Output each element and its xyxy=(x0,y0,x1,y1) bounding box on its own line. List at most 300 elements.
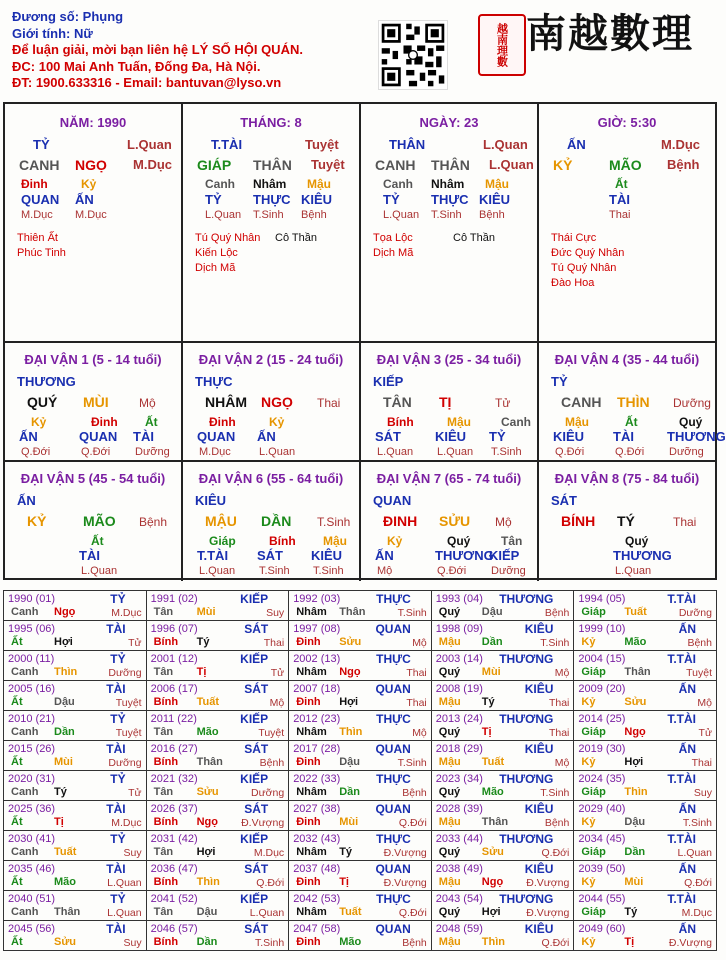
dai-van-star: SÁT xyxy=(551,493,577,508)
year-cell[interactable] xyxy=(289,771,432,801)
year-stem: Nhâm xyxy=(296,906,327,918)
year-life-stage: L.Quan xyxy=(249,907,285,919)
dai-van-star: KIẾP xyxy=(373,374,404,389)
year-label: 2033 (44) xyxy=(435,833,483,845)
dai-van-branch: TÝ xyxy=(617,513,635,529)
dai-van-life-stage: T.Sinh xyxy=(317,515,351,529)
dai-van-star: QUAN xyxy=(373,493,412,508)
year-cell[interactable] xyxy=(289,621,432,651)
hidden-life-stage: Dưỡng xyxy=(491,565,526,577)
year-branch: Dần xyxy=(196,936,218,948)
dai-van-branch: MÙI xyxy=(83,394,109,410)
year-branch: Tý xyxy=(196,636,210,648)
year-stem: Mậu xyxy=(438,876,461,888)
hidden-star: QUAN xyxy=(197,429,236,444)
year-stem: Kỷ xyxy=(581,756,596,768)
year-star: QUAN xyxy=(375,742,411,756)
year-cell[interactable] xyxy=(4,651,147,681)
year-life-stage: Thai xyxy=(548,727,570,739)
year-stem: Mậu xyxy=(438,816,461,828)
year-cell[interactable] xyxy=(431,651,574,681)
hidden-star: ẤN xyxy=(19,429,38,444)
year-stem: Bính xyxy=(153,696,179,708)
earthly-branch: THÂN xyxy=(253,157,292,173)
hidden-life-stage: Thai xyxy=(609,209,631,221)
year-cell[interactable] xyxy=(574,921,717,951)
year-cell[interactable] xyxy=(146,651,289,681)
dai-van-branch: MÃO xyxy=(83,513,116,529)
year-life-stage: M.Dục xyxy=(111,817,142,829)
year-cell[interactable] xyxy=(4,621,147,651)
year-label: 2022 (33) xyxy=(293,773,341,785)
year-cell[interactable] xyxy=(146,771,289,801)
year-branch: Mão xyxy=(624,636,647,648)
year-stem: Mậu xyxy=(438,936,461,948)
year-stem: Kỷ xyxy=(581,816,596,828)
year-stem: Nhâm xyxy=(296,606,327,618)
heavenly-stem: KỶ xyxy=(553,157,573,173)
hidden-stem: Bính xyxy=(387,415,414,429)
year-label: 2008 (19) xyxy=(435,683,483,695)
year-life-stage: Dưỡng xyxy=(108,757,142,769)
year-branch: Thìn xyxy=(54,666,78,678)
year-stem: Giáp xyxy=(581,726,606,738)
table-row xyxy=(4,801,717,831)
year-star: THỰC xyxy=(376,712,411,726)
year-branch: Mão xyxy=(339,936,362,948)
year-cell[interactable] xyxy=(431,771,574,801)
hidden-stem: Ất xyxy=(615,177,628,191)
year-cell[interactable] xyxy=(146,801,289,831)
year-label: 2041 (52) xyxy=(150,893,198,905)
hidden-life-stage: T.Sinh xyxy=(259,565,290,577)
year-life-stage: Tử xyxy=(698,727,712,739)
year-cell[interactable] xyxy=(146,621,289,651)
year-life-stage: M.Dục xyxy=(111,607,142,619)
year-star: QUAN xyxy=(375,682,411,696)
year-star: T.TÀI xyxy=(667,832,696,846)
year-stem: Giáp xyxy=(581,666,606,678)
hidden-stem: Mậu xyxy=(307,177,331,191)
year-life-stage: Suy xyxy=(693,787,712,799)
year-stem: Ất xyxy=(11,636,23,648)
year-branch: Mùi xyxy=(196,606,216,618)
year-cell[interactable] xyxy=(574,591,717,621)
year-star: QUAN xyxy=(375,922,411,936)
year-life-stage: Đ.Vượng xyxy=(526,907,570,919)
pillars-panel xyxy=(3,102,726,580)
year-branch: Thìn xyxy=(196,876,220,888)
year-stem: Quý xyxy=(438,846,461,858)
hidden-star: TỶ xyxy=(383,192,400,207)
year-life-stage: Mộ xyxy=(554,667,570,679)
year-stem: Canh xyxy=(11,906,39,918)
table-row xyxy=(4,681,717,711)
year-cell[interactable] xyxy=(431,591,574,621)
year-life-stage: Mộ xyxy=(697,697,712,709)
hidden-life-stage: M.Dục xyxy=(21,209,53,221)
year-life-stage: Mộ xyxy=(412,727,427,739)
hidden-life-stage: Q.Đới xyxy=(555,446,585,458)
hidden-stem: Kỷ xyxy=(81,177,97,191)
dai-van-branch: NGỌ xyxy=(261,394,293,410)
table-row xyxy=(4,711,717,741)
year-life-stage: Dưỡng xyxy=(251,787,285,799)
year-label: 1993 (04) xyxy=(435,593,483,605)
hidden-star: TÀI xyxy=(79,548,100,563)
year-branch: Hợi xyxy=(196,846,216,858)
year-star: THỰC xyxy=(376,892,411,906)
year-cell[interactable] xyxy=(146,921,289,951)
hidden-life-stage: T.Sinh xyxy=(313,565,344,577)
main-star: TỶ xyxy=(33,137,50,152)
earthly-branch: THÂN xyxy=(431,157,470,173)
year-cell[interactable] xyxy=(431,741,574,771)
hidden-star: QUAN xyxy=(21,192,60,207)
year-cell[interactable] xyxy=(146,681,289,711)
year-label: 2010 (21) xyxy=(8,713,56,725)
year-life-stage: Đ.Vượng xyxy=(526,877,570,889)
hidden-life-stage: Q.Đới xyxy=(615,446,645,458)
year-stem: Canh xyxy=(11,846,39,858)
year-cell[interactable] xyxy=(574,801,717,831)
hidden-star: KIÊU xyxy=(311,548,343,563)
hidden-stem: Kỷ xyxy=(269,415,285,429)
hidden-star: TỶ xyxy=(489,429,506,444)
year-cell[interactable] xyxy=(431,831,574,861)
year-stem: Ất xyxy=(11,876,23,888)
year-life-stage: Tuyệt xyxy=(115,727,142,739)
year-cell[interactable] xyxy=(146,831,289,861)
year-cell[interactable] xyxy=(289,801,432,831)
hidden-stem: Đinh xyxy=(21,177,48,191)
year-branch: Dậu xyxy=(196,906,218,918)
year-branch: Tý xyxy=(481,696,495,708)
year-label: 2048 (59) xyxy=(435,923,483,935)
dai-van-title: ĐẠI VẬN 4 (35 - 44 tuổi) xyxy=(554,352,700,367)
year-stem: Quý xyxy=(438,726,461,738)
year-branch: Tuất xyxy=(196,696,219,708)
year-life-stage: Mộ xyxy=(412,637,427,649)
dai-van-star: KIÊU xyxy=(195,493,227,508)
hidden-stem: Ất xyxy=(625,415,638,429)
table-row xyxy=(4,591,717,621)
year-cell[interactable] xyxy=(574,651,717,681)
dai-van-branch: DẦN xyxy=(261,513,292,529)
year-cell[interactable] xyxy=(146,741,289,771)
year-cell[interactable] xyxy=(4,921,147,951)
year-label: 2004 (15) xyxy=(578,653,626,665)
year-label: 2006 (17) xyxy=(150,683,198,695)
year-branch: Ngọ xyxy=(196,816,218,828)
year-life-stage: Thai xyxy=(263,637,285,649)
dai-van-star: ẤN xyxy=(17,493,36,508)
year-cell[interactable] xyxy=(289,651,432,681)
hidden-life-stage: Mộ xyxy=(377,565,393,577)
year-cell[interactable] xyxy=(4,711,147,741)
hidden-star: THƯƠNG xyxy=(667,429,726,444)
year-star: KIẾP xyxy=(240,832,269,846)
year-cell[interactable] xyxy=(431,921,574,951)
year-stem: Bính xyxy=(153,876,179,888)
year-stem: Canh xyxy=(11,726,39,738)
year-cell[interactable] xyxy=(289,681,432,711)
year-branch: Hợi xyxy=(54,636,73,648)
red-seal-stamp xyxy=(478,14,526,76)
year-cell[interactable] xyxy=(574,891,717,921)
year-cell[interactable] xyxy=(574,861,717,891)
year-stem: Quý xyxy=(438,786,461,798)
year-cell[interactable] xyxy=(146,891,289,921)
year-cell[interactable] xyxy=(431,801,574,831)
year-star: TỶ xyxy=(110,592,126,606)
year-cell[interactable] xyxy=(289,861,432,891)
year-star: SÁT xyxy=(244,742,269,756)
year-cell[interactable] xyxy=(574,681,717,711)
year-life-stage: L.Quan xyxy=(107,877,142,889)
year-cell[interactable] xyxy=(289,921,432,951)
dai-van-stem: QUÝ xyxy=(27,394,58,410)
chart-header xyxy=(12,9,303,92)
year-branch: Thìn xyxy=(339,726,363,738)
year-life-stage: Thai xyxy=(548,697,570,709)
year-cell[interactable] xyxy=(4,861,147,891)
year-star: TỶ xyxy=(110,712,126,726)
year-label: 2040 (51) xyxy=(8,893,56,905)
dai-van-stem: NHÂM xyxy=(205,394,247,410)
year-branch: Tuất xyxy=(624,606,647,618)
year-life-stage: Q.Đới xyxy=(398,907,427,919)
year-star: T.TÀI xyxy=(667,892,696,906)
pillar-1 xyxy=(5,104,183,343)
year-label: 2023 (34) xyxy=(435,773,483,785)
year-cell[interactable] xyxy=(289,831,432,861)
year-branch: Dậu xyxy=(624,816,646,828)
year-cell[interactable] xyxy=(146,861,289,891)
year-star: ẤN xyxy=(678,742,696,756)
hidden-star: KIẾP xyxy=(489,548,520,563)
year-life-stage: Q.Đới xyxy=(541,847,570,859)
year-branch: Mùi xyxy=(54,756,73,768)
year-stem: Ất xyxy=(11,696,23,708)
year-life-stage: Bệnh xyxy=(687,637,712,649)
year-stem: Tân xyxy=(153,786,174,798)
dai-van-branch: THÌN xyxy=(617,394,650,410)
year-cell[interactable] xyxy=(431,861,574,891)
year-life-stage: Dưỡng xyxy=(108,667,142,679)
hidden-star: SÁT xyxy=(375,429,401,444)
hidden-stem: Quý xyxy=(625,534,649,548)
year-label: 2027 (38) xyxy=(293,803,341,815)
year-stem: Quý xyxy=(438,666,461,678)
year-stem: Đinh xyxy=(296,936,321,948)
year-life-stage: T.Sinh xyxy=(397,757,427,769)
year-label: 1996 (07) xyxy=(150,623,198,635)
year-label: 1992 (03) xyxy=(293,593,341,605)
year-life-stage: Bệnh xyxy=(402,937,427,949)
hidden-star: TÀI xyxy=(133,429,154,444)
year-life-stage: Bệnh xyxy=(402,787,427,799)
year-cell[interactable] xyxy=(4,801,147,831)
year-branch: Tuất xyxy=(54,846,77,858)
year-life-stage: Q.Đới xyxy=(684,877,712,889)
year-star: KIÊU xyxy=(524,922,554,936)
heavenly-stem: CANH xyxy=(375,157,416,173)
year-cell[interactable] xyxy=(289,891,432,921)
hidden-life-stage: L.Quan xyxy=(383,209,420,221)
year-cell[interactable] xyxy=(431,621,574,651)
year-cell[interactable] xyxy=(431,681,574,711)
year-label: 2018 (29) xyxy=(435,743,483,755)
year-cell[interactable] xyxy=(146,711,289,741)
year-branch: Ngọ xyxy=(481,876,504,888)
hidden-stem: Canh xyxy=(383,177,413,191)
year-branch: Dậu xyxy=(339,756,360,768)
dai-van-stem: KỶ xyxy=(27,513,47,529)
year-life-stage: Bệnh xyxy=(259,757,285,769)
year-stem: Nhâm xyxy=(296,666,327,678)
year-branch: Mão xyxy=(196,726,219,738)
year-cell[interactable] xyxy=(4,741,147,771)
hidden-star: KIÊU xyxy=(435,429,467,444)
year-stem: Tân xyxy=(153,846,174,858)
year-star: KIÊU xyxy=(524,622,554,636)
year-stem: Bính xyxy=(153,816,179,828)
year-stem: Đinh xyxy=(296,636,321,648)
year-stem: Canh xyxy=(11,666,39,678)
hidden-life-stage: L.Quan xyxy=(205,209,242,221)
hidden-life-stage: L.Quan xyxy=(437,446,474,458)
hidden-life-stage: T.Sinh xyxy=(491,446,522,458)
year-cell[interactable] xyxy=(4,831,147,861)
year-stem: Giáp xyxy=(581,606,606,618)
year-cell[interactable] xyxy=(431,891,574,921)
heavenly-stem: CANH xyxy=(19,157,60,173)
year-cell[interactable] xyxy=(574,741,717,771)
dai-van-1 xyxy=(5,343,183,462)
year-label: 2005 (16) xyxy=(8,683,56,695)
year-stem: Bính xyxy=(153,636,179,648)
year-branch: Tý xyxy=(624,906,638,918)
dai-van-4 xyxy=(539,343,726,462)
hidden-stem: Đinh xyxy=(209,415,236,429)
year-cell[interactable] xyxy=(574,621,717,651)
year-cell[interactable] xyxy=(289,591,432,621)
year-branch: Thìn xyxy=(481,936,505,948)
year-branch: Ngọ xyxy=(339,666,361,678)
year-cell[interactable] xyxy=(574,711,717,741)
year-cell[interactable] xyxy=(4,591,147,621)
year-cell[interactable] xyxy=(431,711,574,741)
year-life-stage: Đ.Vượng xyxy=(383,877,427,889)
year-star: SÁT xyxy=(244,922,269,936)
year-cell[interactable] xyxy=(574,831,717,861)
hidden-life-stage: Bệnh xyxy=(301,209,327,221)
year-stem: Quý xyxy=(438,906,461,918)
year-label: 2029 (40) xyxy=(578,803,626,815)
dai-van-title: ĐẠI VẬN 3 (25 - 34 tuổi) xyxy=(376,352,522,367)
year-branch: Mùi xyxy=(624,876,644,888)
year-cell[interactable] xyxy=(289,711,432,741)
year-label: 2007 (18) xyxy=(293,683,341,695)
dai-van-2 xyxy=(183,343,361,462)
dai-van-title: ĐẠI VẬN 5 (45 - 54 tuổi) xyxy=(20,471,166,486)
year-branch: Hợi xyxy=(624,756,644,768)
year-cell[interactable] xyxy=(289,741,432,771)
year-life-stage: Thai xyxy=(406,697,427,709)
hidden-life-stage: L.Quan xyxy=(199,565,236,577)
hidden-star: T.TÀI xyxy=(197,548,229,563)
hidden-stem: Ất xyxy=(91,534,104,548)
hidden-star: QUAN xyxy=(79,429,118,444)
year-branch: Tị xyxy=(339,876,349,888)
hidden-life-stage: Q.Đới xyxy=(437,565,467,577)
year-cell[interactable] xyxy=(146,591,289,621)
year-label: 2000 (11) xyxy=(8,653,55,665)
year-stem: Bính xyxy=(153,756,179,768)
year-star: QUAN xyxy=(375,862,411,876)
year-branch: Mão xyxy=(481,786,504,798)
year-life-stage: L.Quan xyxy=(677,847,712,859)
qr-code-icon[interactable] xyxy=(378,20,448,90)
year-star: TÀI xyxy=(106,742,126,756)
year-stem: Nhâm xyxy=(296,846,327,858)
year-star: THỰC xyxy=(376,652,411,666)
year-label: 2014 (25) xyxy=(578,713,626,725)
branch-star: L.Quan xyxy=(127,137,172,152)
hidden-stem: Quý xyxy=(447,534,471,548)
year-label: 1995 (06) xyxy=(8,623,56,635)
year-star: TÀI xyxy=(106,802,126,816)
spirit-star: Đào Hoa xyxy=(551,277,595,289)
year-star: ẤN xyxy=(678,802,696,816)
year-life-stage: T.Sinh xyxy=(540,637,570,649)
year-life-stage: Suy xyxy=(123,847,142,859)
pillar-2 xyxy=(183,104,361,343)
hidden-stem: Mậu xyxy=(323,534,347,548)
year-stem: Tân xyxy=(153,906,174,918)
pillar-title: THÁNG: 8 xyxy=(240,115,302,130)
dai-van-life-stage: Tử xyxy=(495,396,511,410)
year-cell[interactable] xyxy=(4,891,147,921)
year-branch: Tý xyxy=(54,786,67,798)
year-cell[interactable] xyxy=(574,771,717,801)
year-branch: Sửu xyxy=(481,846,504,858)
dai-van-6 xyxy=(183,462,361,581)
hidden-star: THƯƠNG xyxy=(613,548,672,563)
spirit-star: Dịch Mã xyxy=(373,247,414,259)
year-life-stage: Tuyệt xyxy=(686,667,712,679)
table-row xyxy=(4,651,717,681)
hidden-life-stage: T.Sinh xyxy=(431,209,462,221)
hidden-star: KIÊU xyxy=(301,192,333,207)
spirit-star: Tú Quý Nhân xyxy=(551,262,617,274)
year-cell[interactable] xyxy=(4,681,147,711)
hidden-star: KIÊU xyxy=(479,192,511,207)
hidden-life-stage: L.Quan xyxy=(81,565,118,577)
hidden-life-stage: L.Quan xyxy=(259,446,296,458)
spirit-star: Phúc Tinh xyxy=(17,247,66,259)
year-star: THỰC xyxy=(376,772,411,786)
hidden-stem: Quý xyxy=(679,415,703,429)
year-stem: Ất xyxy=(11,936,23,948)
hidden-life-stage: Dưỡng xyxy=(135,446,170,458)
year-star: KIẾP xyxy=(240,772,269,786)
year-star: T.TÀI xyxy=(667,592,696,606)
year-cell[interactable] xyxy=(4,771,147,801)
year-stem: Đinh xyxy=(296,816,321,828)
dai-van-life-stage: Mộ xyxy=(495,515,512,529)
